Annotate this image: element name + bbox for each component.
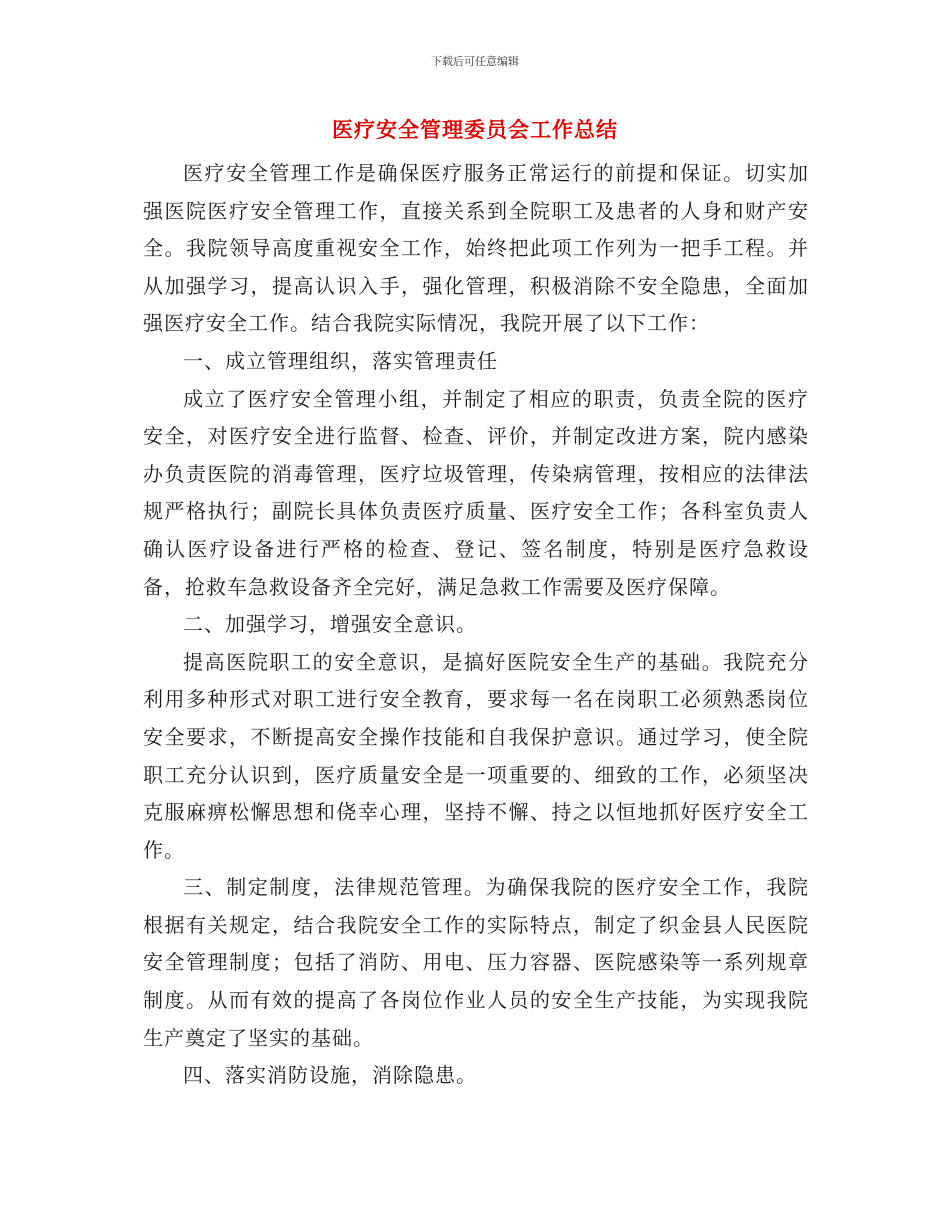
paragraph-intro: 医疗安全管理工作是确保医疗服务正常运行的前提和保证。切实加强医院医疗安全管理工作，直接关系到全院职工及患者的人身和财产安全。我院领导高度重视安全工作，始终把此项工作列为一把手工程。并从加强学习，提高认识入手，强化管理，积极消除不安全隐患，全面加强医疗安全工作。结合我院实际情况，我院开展了以下工作： (143, 161, 809, 336)
document-body (143, 155, 809, 1095)
header-note: 下载后可任意编辑 (431, 55, 519, 68)
document-title: 医疗安全管理委员会工作总结 (332, 118, 618, 142)
paragraph-section-2: 提高医院职工的安全意识，是搞好医院安全生产的基础。我院充分利用多种形式对职工进行安全教育，要求每一名在岗职工必须熟悉岗位安全要求，不断提高安全操作技能和自我保护意识。通过学习，使全院职工充分认识到，医疗质量安全是一项重要的、细致的工作，必须坚决克服麻痹松懈思想和侥幸心理，坚持不懈、持之以恒地抓好医疗安全工作。 (143, 649, 809, 862)
section-heading-4: 四、落实消防设施，消除隐患。 (183, 1063, 477, 1088)
section-heading-2: 二、加强学习，增强安全意识。 (183, 612, 477, 637)
section-heading-1: 一、成立管理组织，落实管理责任 (183, 348, 498, 373)
paragraph-section-3: 三、制定制度，法律规范管理。为确保我院的医疗安全工作，我院根据有关规定，结合我院安全工作的实际特点，制定了织金县人民医院安全管理制度；包括了消防、用电、压力容器、医院感染等一系列规章制度。从而有效的提高了各岗位作业人员的安全生产技能，为实现我院生产奠定了坚实的基础。 (143, 875, 809, 1050)
paragraph-section-1: 成立了医疗安全管理小组，并制定了相应的职责，负责全院的医疗安全，对医疗安全进行监督、检查、评价，并制定改进方案，院内感染办负责医院的消毒管理，医疗垃圾管理，传染病管理，按相应的法律法规严格执行；副院长具体负责医疗质量、医疗安全工作；各科室负责人确认医疗设备进行严格的检查、登记、签名制度，特别是医疗急救设备，抢救车急救设备齐全完好，满足急救工作需要及医疗保障。 (143, 386, 809, 599)
